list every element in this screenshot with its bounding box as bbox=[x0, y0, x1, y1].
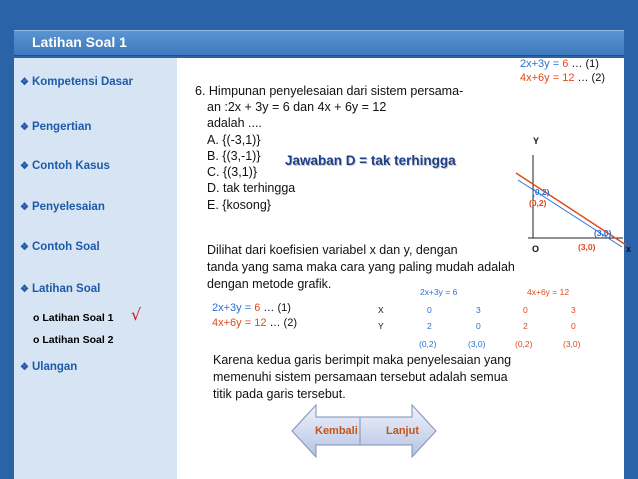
table-cell: 3 bbox=[571, 305, 576, 315]
explanation-line-1: Dilihat dari koefisien variabel x dan y, dengan bbox=[207, 243, 458, 257]
diamond-bullet-icon: ❖ bbox=[20, 284, 29, 295]
circle-bullet-icon: o bbox=[33, 312, 43, 324]
diamond-bullet-icon: ❖ bbox=[20, 77, 29, 88]
sidebar-item-kompetensi-dasar[interactable]: ❖ Kompetensi Dasar bbox=[20, 76, 133, 88]
question-line-1: 6. Himpunan penyelesaian dari sistem persama- bbox=[195, 84, 464, 98]
table-header-1: 2x+3y = 6 bbox=[420, 287, 458, 297]
diamond-bullet-icon: ❖ bbox=[20, 242, 29, 253]
table-cell: (0,2) bbox=[515, 339, 533, 349]
sidebar-item-penyelesaian[interactable]: ❖ Penyelesaian bbox=[20, 201, 105, 213]
mid-equation-1: 2x+3y = 6 … (1) bbox=[212, 302, 291, 314]
table-cell: 0 bbox=[523, 305, 528, 315]
sidebar-subitem-latihan-soal-2[interactable]: o Latihan Soal 2 bbox=[33, 334, 114, 346]
explanation-line-2: tanda yang sama maka cara yang paling mudah adalah bbox=[207, 260, 515, 274]
conclusion-line-3: titik pada garis tersebut. bbox=[213, 387, 346, 401]
next-button-label: Lanjut bbox=[386, 425, 419, 437]
option-d: D. tak terhingga bbox=[207, 181, 296, 195]
sidebar-item-pengertian[interactable]: ❖ Pengertian bbox=[20, 121, 92, 133]
table-header-2: 4x+6y = 12 bbox=[527, 287, 570, 297]
line-graph bbox=[508, 135, 638, 260]
option-e: E. {kosong} bbox=[207, 198, 271, 212]
table-cell: 2 bbox=[427, 321, 432, 331]
diamond-bullet-icon: ❖ bbox=[20, 362, 29, 373]
table-cell: (3,0) bbox=[468, 339, 486, 349]
diamond-bullet-icon: ❖ bbox=[20, 202, 29, 213]
explanation-line-3: dengan metode grafik. bbox=[207, 277, 332, 291]
sidebar-item-latihan-soal[interactable]: ❖ Latihan Soal bbox=[20, 283, 101, 295]
table-cell: 2 bbox=[523, 321, 528, 331]
option-a: A. {(-3,1)} bbox=[207, 133, 261, 147]
table-row-label-y: Y bbox=[378, 321, 384, 331]
top-equation-2: 4x+6y = 12 … (2) bbox=[520, 72, 605, 84]
question-line-2: an :2x + 3y = 6 dan 4x + 6y = 12 bbox=[207, 100, 387, 114]
back-button-label: Kembali bbox=[315, 425, 358, 437]
checkmark-icon: √ bbox=[131, 305, 142, 324]
sidebar-item-contoh-soal[interactable]: ❖ Contoh Soal bbox=[20, 241, 100, 253]
sidebar-item-ulangan[interactable]: ❖ Ulangan bbox=[20, 361, 78, 373]
point-label-blue-x: (3,0) bbox=[594, 228, 612, 238]
table-cell: 3 bbox=[476, 305, 481, 315]
table-row-label-x: X bbox=[378, 305, 384, 315]
answer-text: Jawaban D = tak terhingga bbox=[285, 153, 456, 168]
point-label-red-y: (0,2) bbox=[529, 198, 547, 208]
table-cell: 0 bbox=[427, 305, 432, 315]
conclusion-line-2: memenuhi sistem persamaan tersebut adalah semua bbox=[213, 370, 508, 384]
option-c: C. {(3,1)} bbox=[207, 165, 258, 179]
origin-label: O bbox=[532, 244, 540, 254]
circle-bullet-icon: o bbox=[33, 334, 43, 346]
page-title: Latihan Soal 1 bbox=[32, 34, 127, 50]
table-cell: (0,2) bbox=[419, 339, 437, 349]
table-cell: (3,0) bbox=[563, 339, 581, 349]
point-label-red-x: (3,0) bbox=[578, 242, 596, 252]
point-label-blue-y: (0,2) bbox=[532, 187, 550, 197]
diamond-bullet-icon: ❖ bbox=[20, 122, 29, 133]
diamond-bullet-icon: ❖ bbox=[20, 161, 29, 172]
y-axis-label: Y bbox=[533, 136, 540, 146]
mid-equation-2: 4x+6y = 12 … (2) bbox=[212, 317, 297, 329]
conclusion-line-1: Karena kedua garis berimpit maka penyelesaian yang bbox=[213, 353, 512, 367]
top-equation-1: 2x+3y = 6 … (1) bbox=[520, 58, 599, 70]
x-axis-label: x bbox=[626, 244, 632, 254]
sidebar-subitem-latihan-soal-1[interactable]: o Latihan Soal 1 bbox=[33, 312, 114, 324]
question-line-3: adalah .... bbox=[207, 116, 262, 130]
table-cell: 0 bbox=[571, 321, 576, 331]
sidebar-item-contoh-kasus[interactable]: ❖ Contoh Kasus bbox=[20, 160, 110, 172]
table-cell: 0 bbox=[476, 321, 481, 331]
option-b: B. {(3,-1)} bbox=[207, 149, 261, 163]
